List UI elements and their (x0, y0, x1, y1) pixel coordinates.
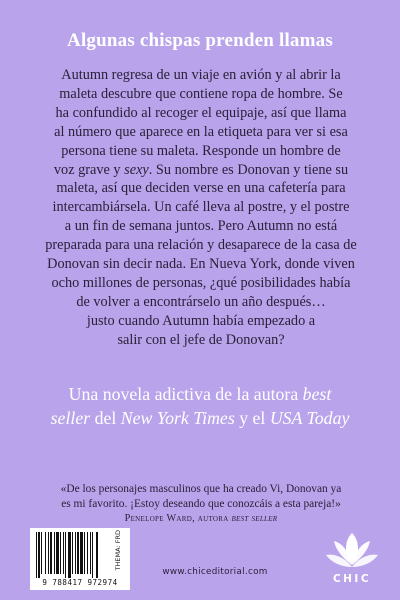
synopsis-line: Donovan sin decir nada. En Nueva York, donde viven (47, 256, 355, 273)
tagline (18, 382, 382, 430)
tagline-fragment: y el (234, 408, 270, 428)
tagline-emphasis: seller (50, 408, 91, 428)
synopsis-line: de volver a encontrárselo un año después… (76, 293, 326, 310)
tagline-emphasis: best (302, 384, 332, 404)
tagline-emphasis: USA Today (269, 408, 350, 428)
publisher-logo-text: CHIC (332, 573, 372, 585)
tagline-fragment: del (90, 408, 121, 428)
lotus-flower-icon (322, 527, 382, 573)
cover-headline: Algunas chispas prenden llamas (67, 30, 333, 51)
attribution-role: best seller (231, 512, 278, 524)
tagline-line (18, 382, 382, 406)
attribution-name: Penelope Ward, autora (124, 512, 232, 524)
synopsis-line: Autumn regresa de un viaje en avión y al abrir la (61, 67, 341, 83)
tagline-line (18, 406, 382, 430)
synopsis-fragment: . Su nombre es Donovan y tiene su (148, 161, 349, 178)
synopsis-line: ha confundido al recoger el equipaje, así que llama (55, 104, 347, 121)
synopsis-line: persona tiene su maleta. Responde un hombre de (61, 142, 341, 159)
synopsis-line: al número que aparece en la etiqueta para ver si esa (54, 123, 348, 140)
synopsis-line: maleta, así que deciden verse en una cafetería para (56, 180, 346, 197)
quote-line: es mi favorito. ¡Estoy deseando que conozcáis a esta pareja!» (61, 497, 341, 510)
quote-attribution (36, 512, 366, 527)
synopsis-line: salir con el jefe de Donovan? (117, 331, 285, 348)
publisher-website: www.chiceditorial.com (162, 567, 268, 577)
synopsis-line (40, 161, 362, 180)
synopsis-text (40, 66, 362, 350)
tagline-fragment: Una novela adictiva de la autora (68, 384, 303, 404)
synopsis-line: a un fin de semana juntos. Pero Autumn no está (64, 218, 338, 235)
synopsis-line: ocho millones de personas, ¿qué posibilidades había (51, 274, 351, 291)
isbn-number: 9 788417 972974 (42, 578, 118, 587)
synopsis-line: intercambiársela. Un café lleva al postre, y el postre (52, 199, 350, 216)
synopsis-fragment: voz grave y (53, 161, 125, 178)
thema-code: THEMA: FRD (114, 530, 122, 571)
tagline-emphasis: New York Times (120, 408, 235, 428)
synopsis-emphasis: sexy (124, 161, 149, 178)
publisher-logo (322, 527, 382, 591)
synopsis-line: justo cuando Autumn había empezado a (86, 312, 316, 329)
review-quote (36, 482, 366, 526)
barcode-bars-icon (34, 532, 126, 578)
synopsis-line: preparada para una relación y desaparece de la casa de (45, 237, 357, 254)
quote-line: «De los personajes masculinos que ha creado Vi, Donovan ya (60, 483, 342, 495)
synopsis-line: maleta descubre que contiene ropa de hombre. Se (59, 85, 343, 102)
